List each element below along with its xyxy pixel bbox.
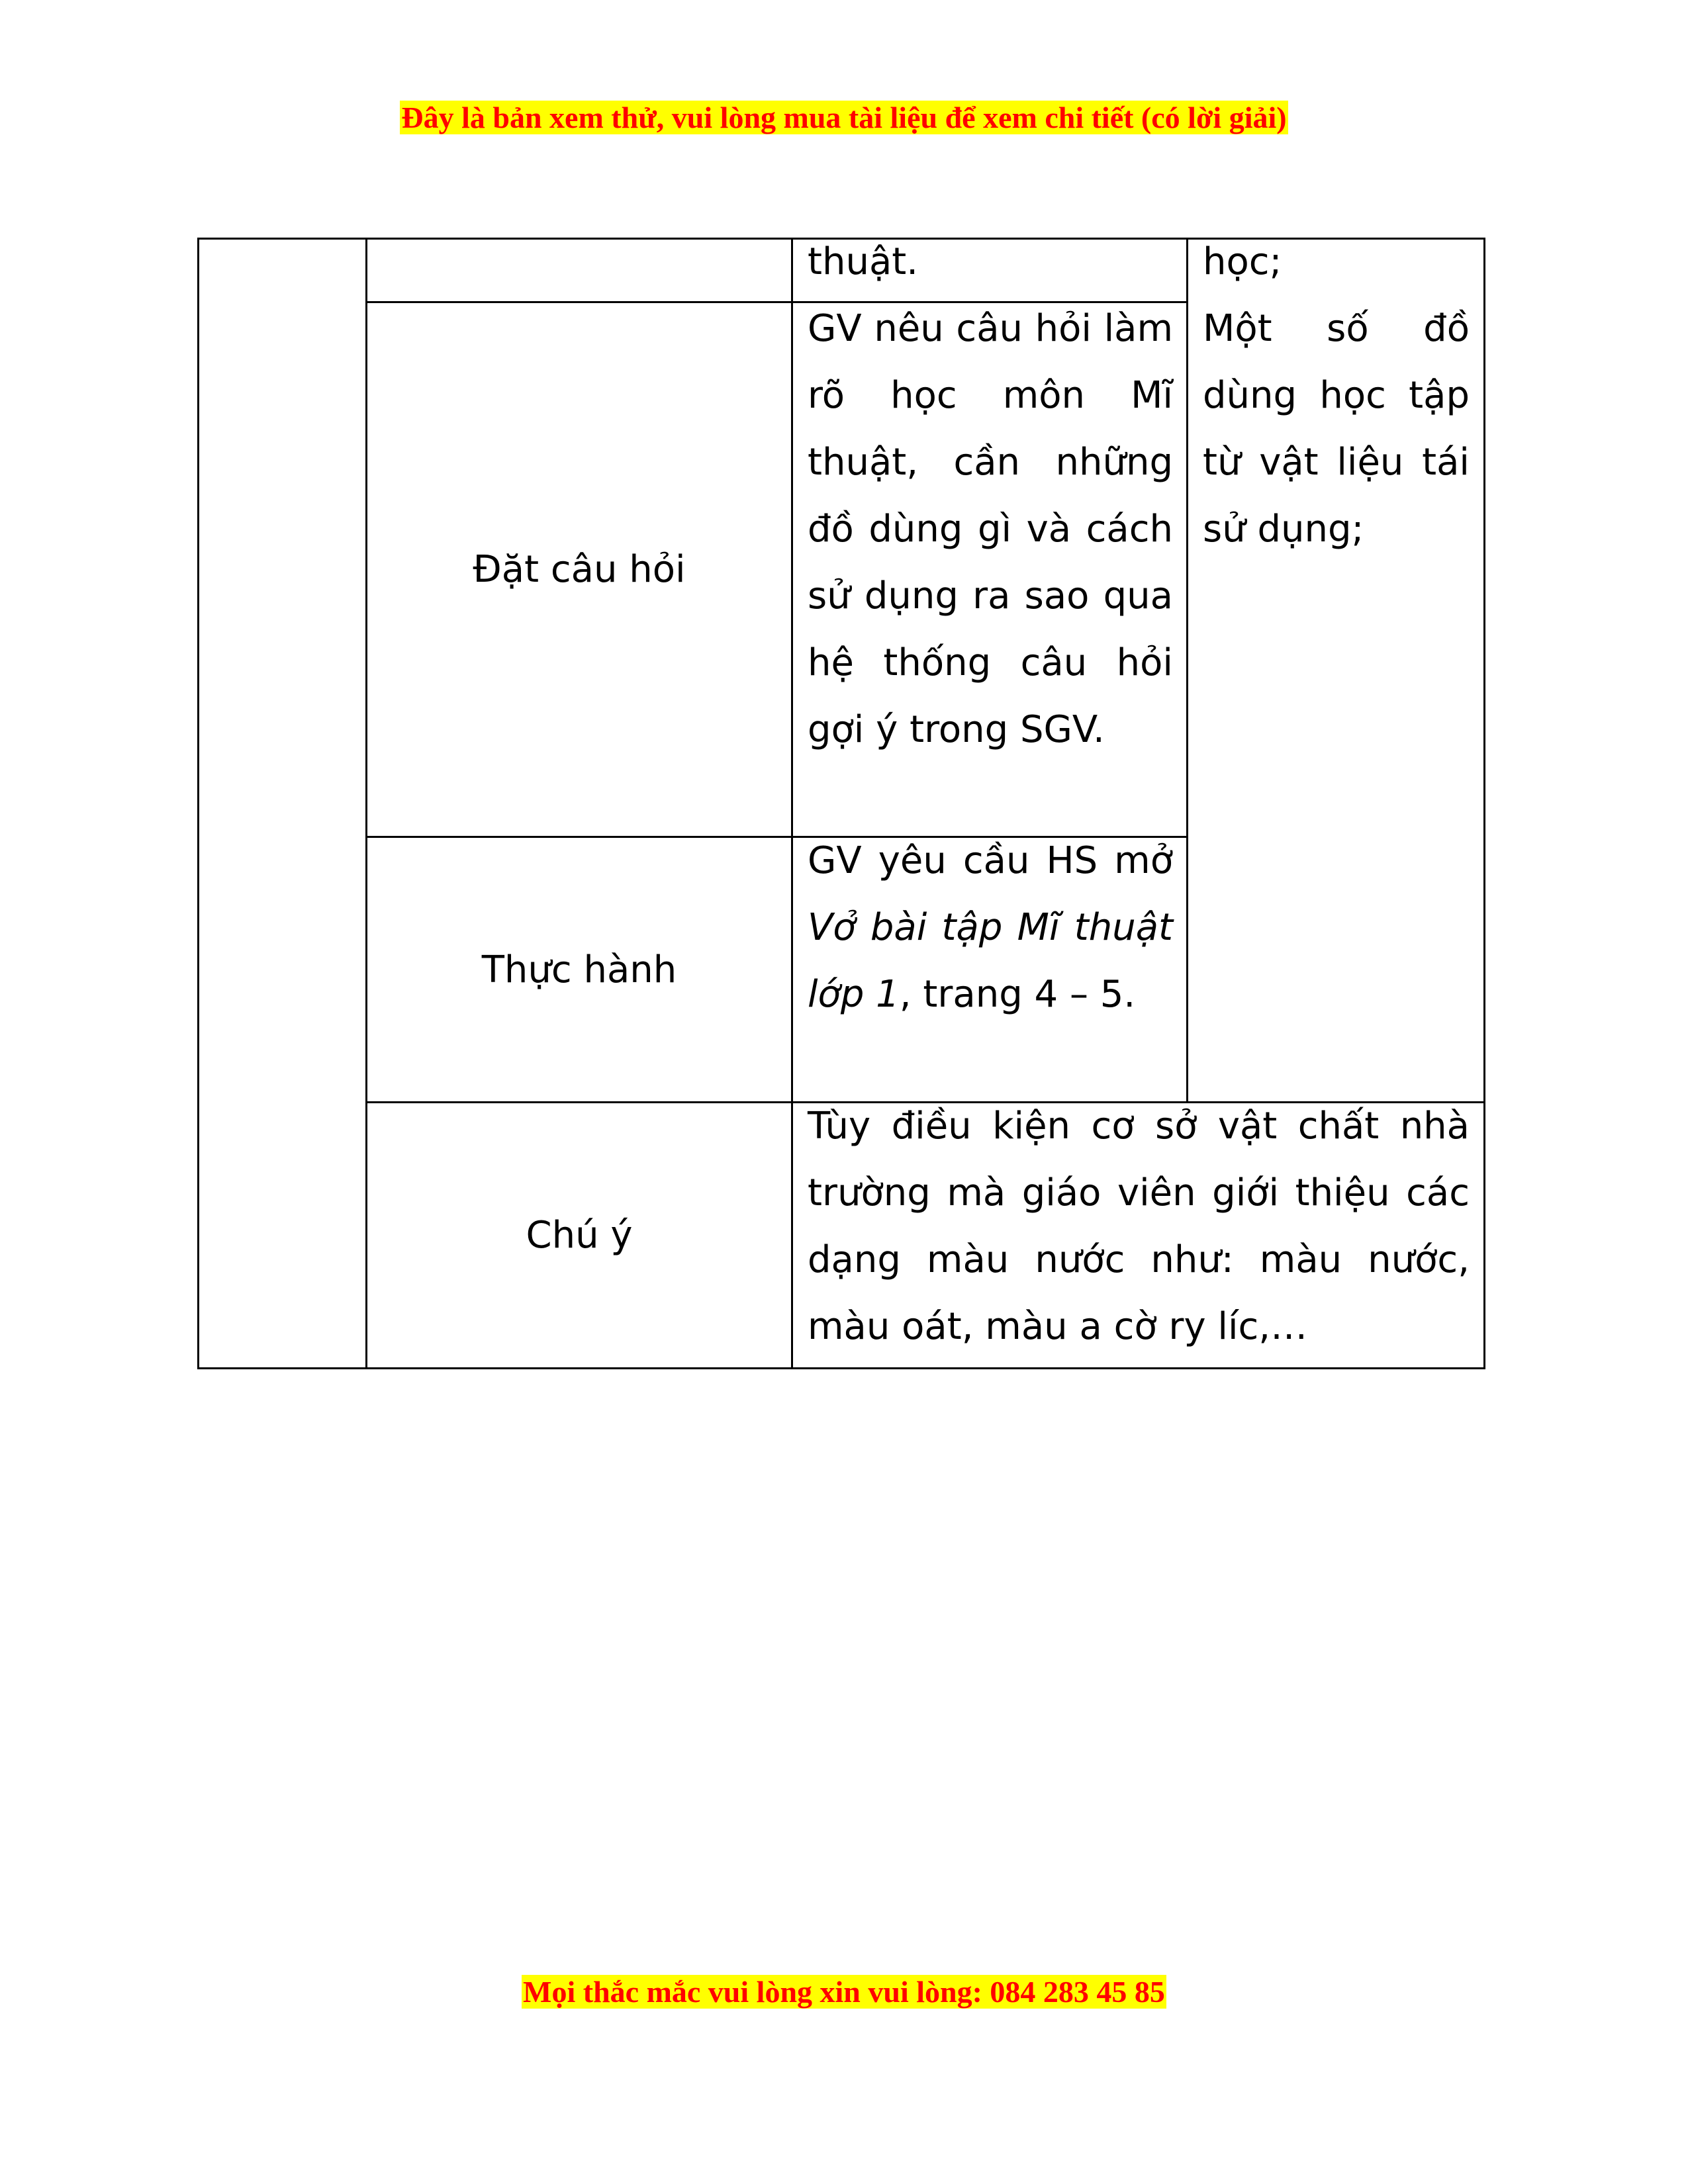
- table-cell-questions-label: Đặt câu hỏi: [473, 548, 686, 591]
- table-cell-row0-content: thuật.: [808, 240, 919, 283]
- workbook-title: Vở bài tập Mĩ thuật lớp 1: [808, 906, 1173, 1016]
- table-cell-practice-label: Thực hành: [481, 948, 677, 991]
- table-cell-practice-content: GV yêu cầu HS mở Vở bài tập Mĩ thuật lớp 1, trang 4 – 5.: [808, 839, 1173, 1016]
- table-cell-note-label: Chú ý: [526, 1214, 633, 1257]
- preview-notice: Đây là bản xem thử, vui lòng mua tài liệu để xem chi tiết (có lời giải): [401, 101, 1287, 134]
- table-cell-note-content: Tùy điều kiện cơ sở vật chất nhà trường mà giáo viên giới thiệu các dạng màu nước như: màu nước, màu oát, màu a cờ ry líc,…: [808, 1105, 1470, 1348]
- contact-notice: Mọi thắc mắc vui lòng xin vui lòng: 084 283 45 85: [523, 1975, 1165, 2009]
- table-cell-materials: học; Một số đồ dùng học tập từ vật liệu tái sử dụng;: [1203, 240, 1470, 551]
- table-cell-questions-content: GV nêu câu hỏi làm rõ học môn Mĩ thuật, cần những đồ dùng gì và cách sử dụng ra sao qua hệ thống câu hỏi gợi ý trong SGV.: [808, 307, 1173, 751]
